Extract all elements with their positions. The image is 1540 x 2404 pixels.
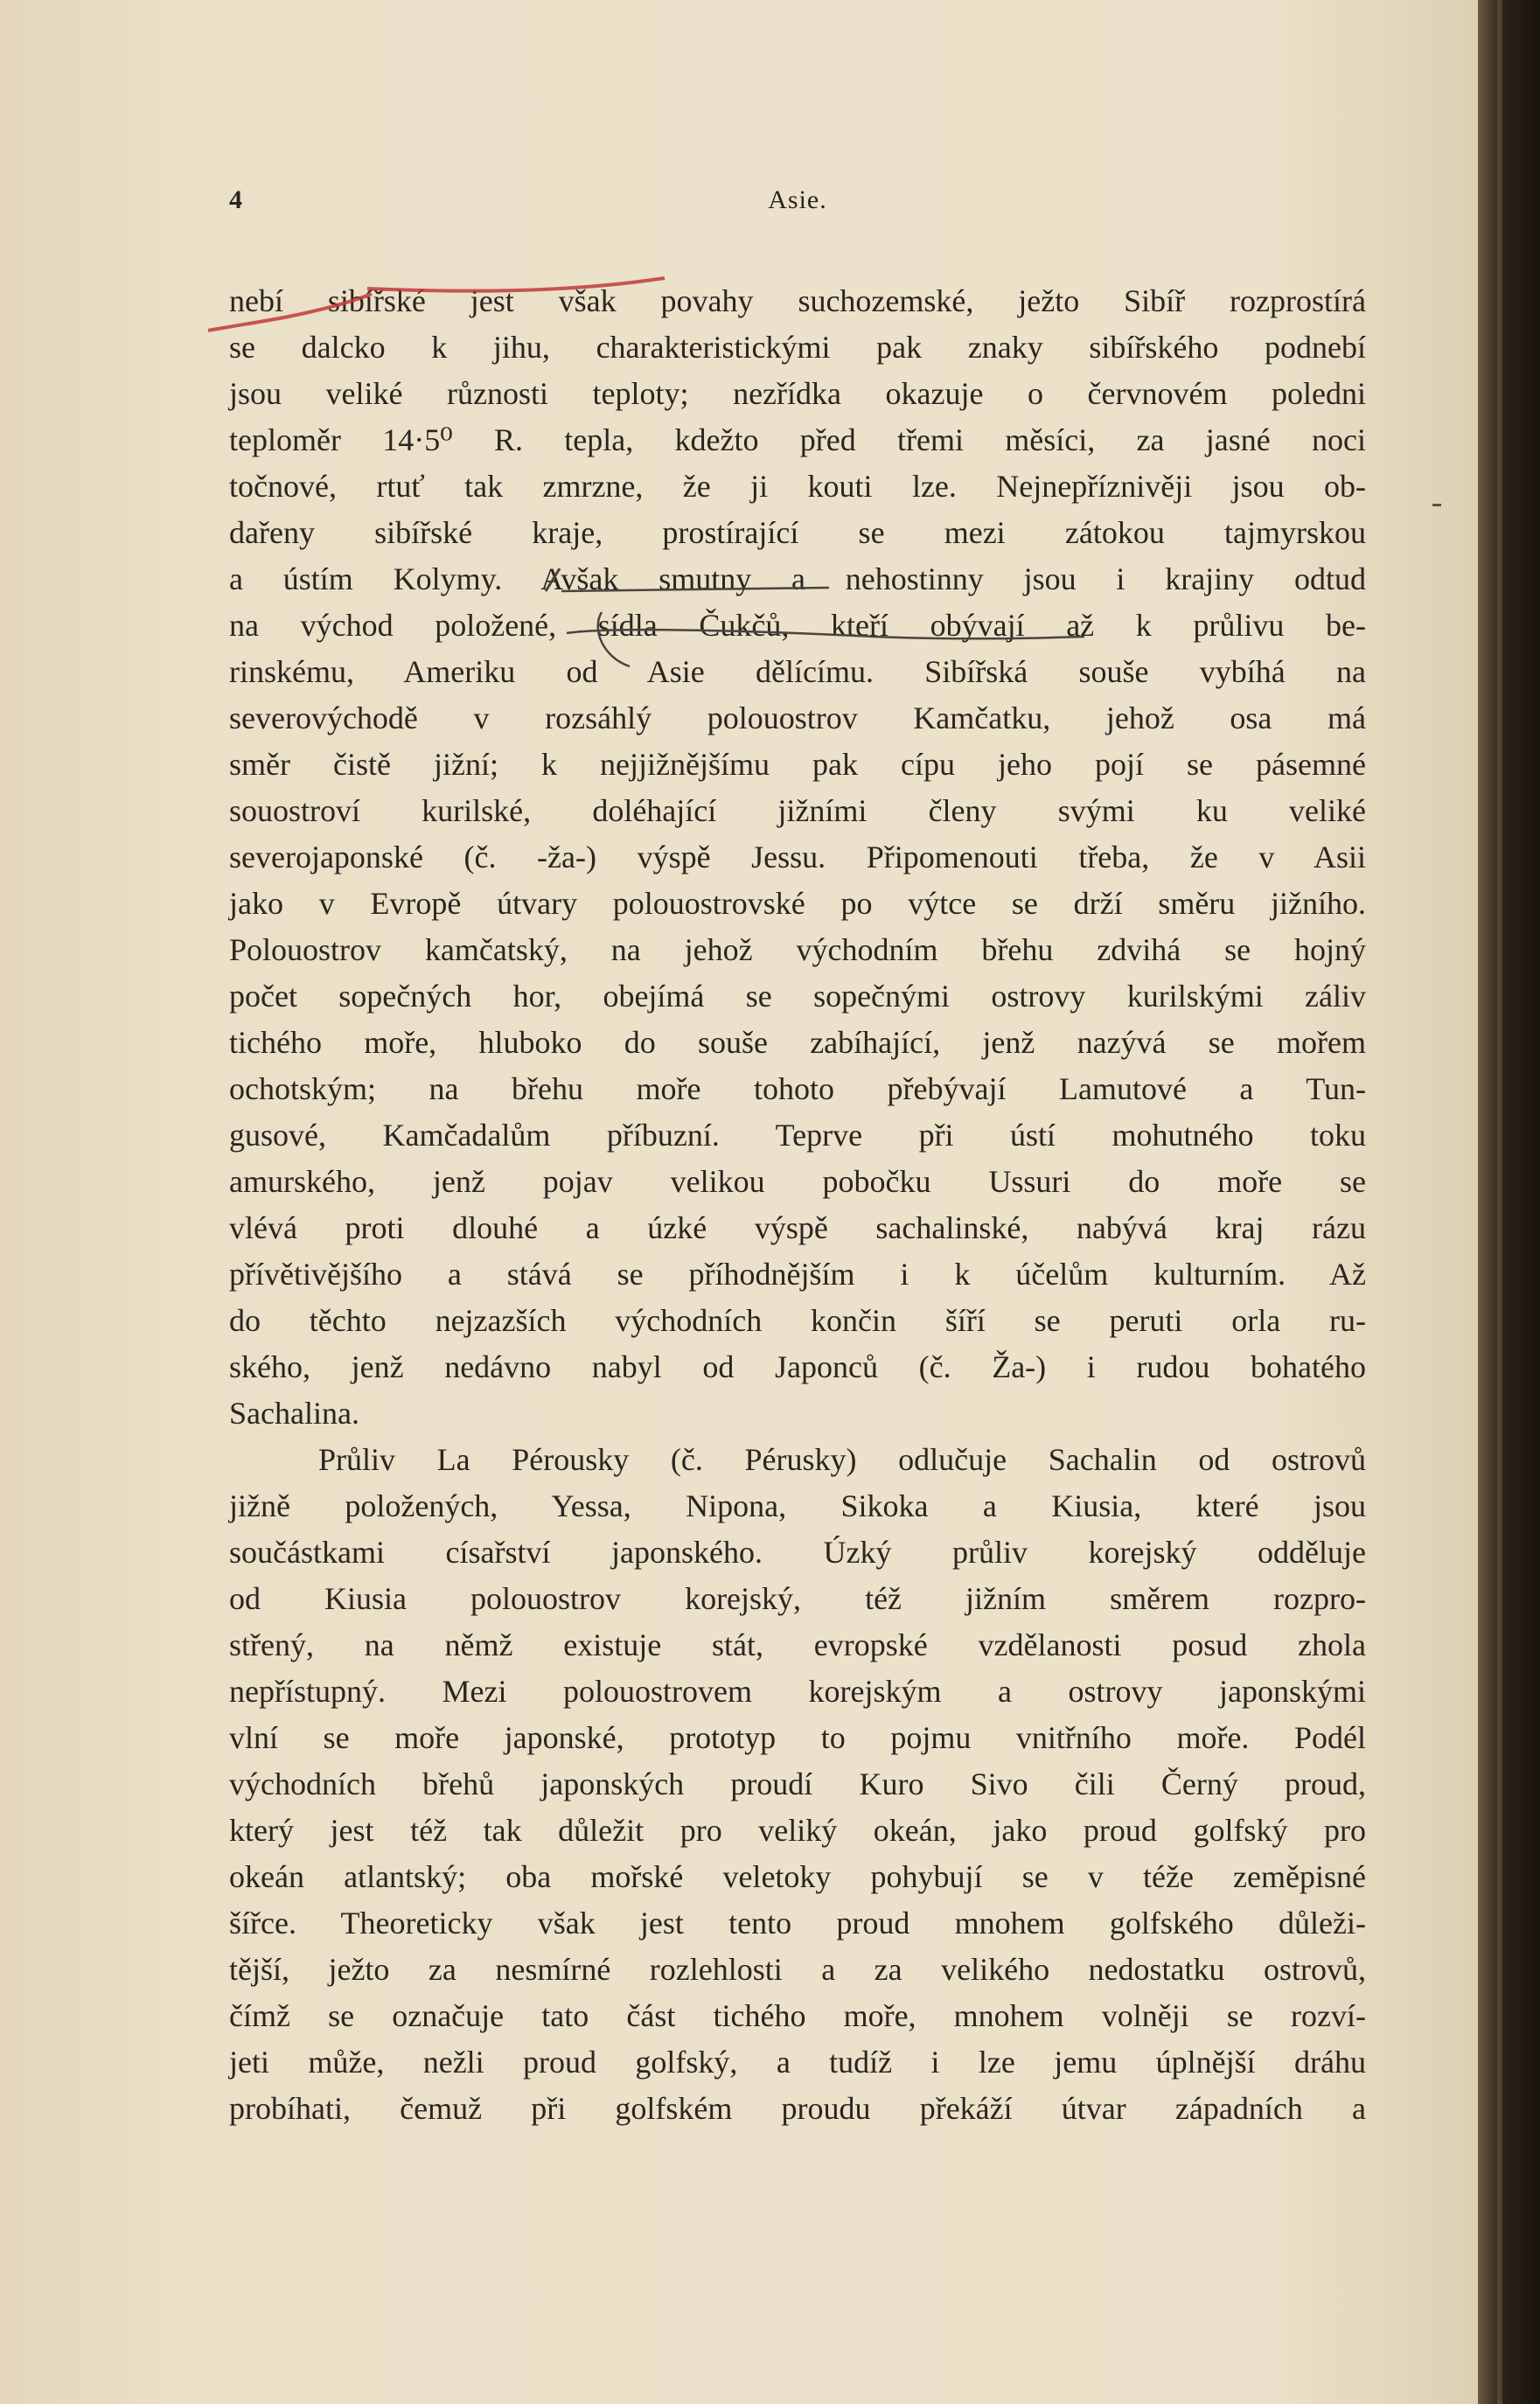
text-line: tichého moře, hluboko do souše zabíhající, jenž nazývá se mořem <box>229 1025 1366 1060</box>
text-line: počet sopečných hor, obejímá se sopečnými ostrovy kurilskými záliv <box>229 979 1366 1014</box>
text-line: Polouostrov kamčatský, na jehož východním břehu zdvihá se hojný <box>229 932 1366 967</box>
text-line: tější, ježto za nesmírné rozlehlosti a za velikého nedostatku ostrovů, <box>229 1952 1366 1987</box>
text-line: nebí sibířské jest však povahy suchozemské, ježto Sibíř rozprostírá <box>229 283 1366 318</box>
text-line: střený, na němž existuje stát, evropské vzdělanosti posud zhola <box>229 1627 1366 1662</box>
text-line: severojaponské (č. -ža-) výspě Jessu. Připomenouti třeba, že v Asii <box>229 840 1366 874</box>
text-line: teploměr 14·5⁰ R. tepla, kdežto před třemi měsíci, za jasné noci <box>229 422 1366 457</box>
book-spine-edge <box>1478 0 1540 2404</box>
text-line: směr čistě jižní; k nejjižnějšímu pak cípu jeho pojí se pásemné <box>229 747 1366 782</box>
text-line: rinskému, Ameriku od Asie dělícímu. Sibířská souše vybíhá na <box>229 654 1366 689</box>
text-line: gusové, Kamčadalům příbuzní. Teprve při ústí mohutného toku <box>229 1118 1366 1153</box>
text-line: součástkami císařství japonského. Úzký průliv korejský odděluje <box>229 1535 1366 1570</box>
text-line: do těchto nejzazších východních končin šíří se peruti orla ru- <box>229 1303 1366 1338</box>
text-line: ského, jenž nedávno nabyl od Japonců (č. Ža-) i rudou bohatého <box>229 1349 1366 1384</box>
text-line: točnové, rtuť tak zmrzne, že ji kouti lze. Nejnepříznivěji jsou ob- <box>229 469 1366 504</box>
page-header <box>229 185 1366 217</box>
text-line: Sachalina. <box>229 1396 359 1431</box>
text-line: šířce. Theoreticky však jest tento proud mnohem golfského důleži- <box>229 1906 1366 1941</box>
text-line: na východ položené, sídla Čukčů, kteří obývají až k průlivu be- <box>229 608 1366 643</box>
text-line: okeán atlantský; oba mořské veletoky pohybují se v téže zeměpisné <box>229 1859 1366 1894</box>
text-line: jako v Evropě útvary polouostrovské po výtce se drží směru jižního. <box>229 886 1366 921</box>
body-text <box>229 278 1366 2132</box>
page-number: 4 <box>229 185 242 214</box>
running-title: Asie. <box>768 185 827 214</box>
text-line: nepřístupný. Mezi polouostrovem korejským a ostrovy japonskými <box>229 1674 1366 1709</box>
text-line: souostroví kurilské, doléhající jižními členy svými ku veliké <box>229 793 1366 828</box>
text-line: dařeny sibířské kraje, prostírající se mezi zátokou tajmyrskou <box>229 515 1366 550</box>
text-line: ochotským; na břehu moře tohoto přebývají Lamutové a Tun- <box>229 1071 1366 1106</box>
text-line: amurského, jenž pojav velikou pobočku Ussuri do moře se <box>229 1164 1366 1199</box>
text-line: od Kiusia polouostrov korejský, též jižním směrem rozpro- <box>229 1581 1366 1616</box>
paragraph-start-line: Průliv La Pérousky (č. Pérusky) odlučuje Sachalin od ostrovů <box>318 1442 1366 1477</box>
text-line: čímž se označuje tato část tichého moře, mnohem volněji se rozví- <box>229 1998 1366 2033</box>
text-line: vlévá proti dlouhé a úzké výspě sachalinské, nabývá kraj rázu <box>229 1210 1366 1245</box>
text-line: severovýchodě v rozsáhlý polouostrov Kamčatku, jehož osa má <box>229 700 1366 735</box>
text-line: který jest též tak důležit pro veliký okeán, jako proud golfský pro <box>229 1813 1366 1848</box>
text-line: se dalcko k jihu, charakteristickými pak znaky sibířského podnebí <box>229 330 1366 365</box>
text-line: východních břehů japonských proudí Kuro Sivo čili Černý proud, <box>229 1766 1366 1801</box>
text-line: přívětivějšího a stává se příhodnějším i k účelům kulturním. Až <box>229 1257 1366 1292</box>
text-line: jsou veliké různosti teploty; nezřídka okazuje o červnovém poledni <box>229 376 1366 411</box>
text-line: vlní se moře japonské, prototyp to pojmu vnitřního moře. Podél <box>229 1720 1366 1755</box>
text-line: jižně položených, Yessa, Nipona, Sikoka a Kiusia, které jsou <box>229 1488 1366 1523</box>
text-line: probíhati, čemuž při golfském proudu překáží útvar západních a <box>229 2091 1366 2126</box>
text-line: jeti může, nežli proud golfský, a tudíž i lze jemu úplnější dráhu <box>229 2045 1366 2080</box>
text-line: a ústím Kolymy. Avšak smutny a nehostinny jsou i krajiny odtud <box>229 561 1366 596</box>
margin-dash-mark <box>1432 504 1441 506</box>
